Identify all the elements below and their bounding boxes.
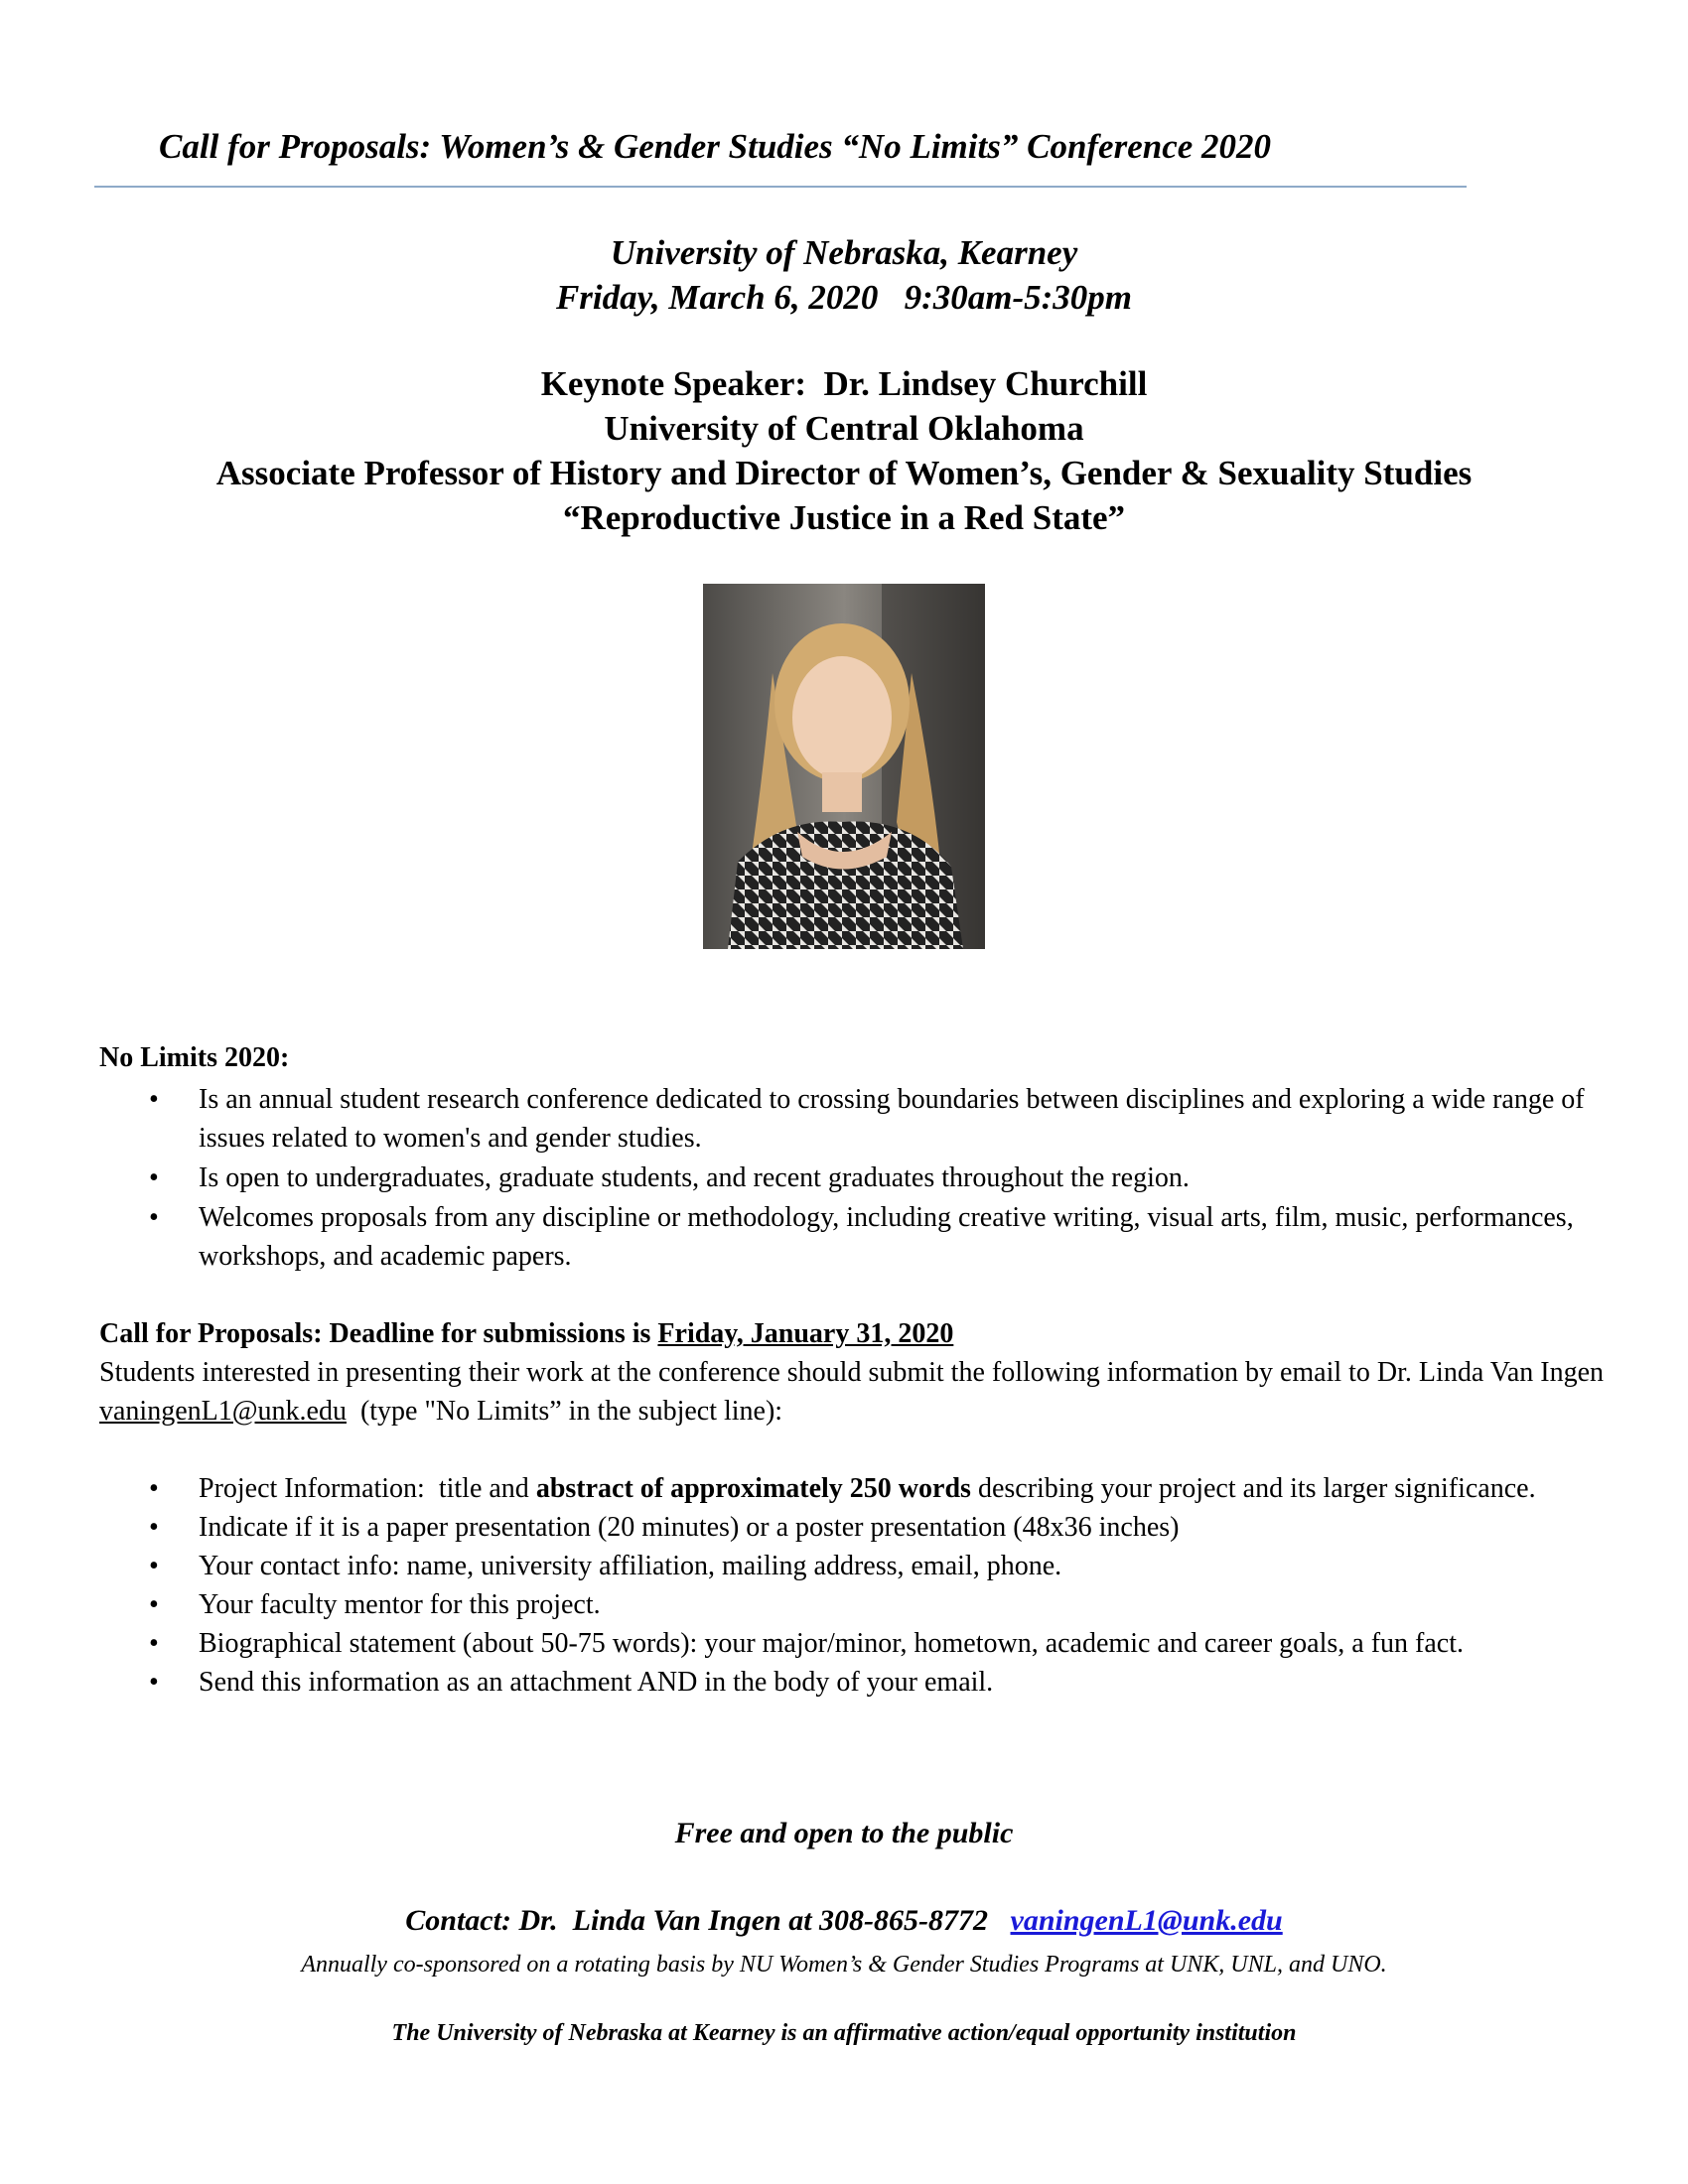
header-divider: [94, 186, 1467, 188]
bullet-icon: •: [149, 1551, 159, 1581]
keynote-talk-title: “Reproductive Justice in a Red State”: [562, 498, 1126, 537]
submission-email-link[interactable]: vaningenL1@unk.edu: [99, 1396, 347, 1427]
flyer-title: Call for Proposals: Women’s & Gender Studies “No Limits” Conference 2020: [159, 127, 1272, 166]
free-admission-note: Free and open to the public: [674, 1817, 1014, 1849]
cfp-intro: Students interested in presenting their work at the conference should submit the following information by email to Dr. Linda Van Ingen vaningenL1@unk.edu (type "No Limits” in the subject line):: [99, 1357, 1618, 1427]
sponsor-note: Annually co-sponsored on a rotating basis by NU Women’s & Gender Studies Programs at UNK, UNL, and UNO.: [301, 1952, 1387, 1978]
keynote-position: Associate Professor of History and Director of Women’s, Gender & Sexuality Studies: [215, 454, 1473, 492]
contact-email-link[interactable]: vaningenL1@unk.edu: [1010, 1904, 1283, 1937]
keynote-block: [0, 361, 1688, 540]
list-item: • Indicate if it is a paper presentation (20 minutes) or a poster presentation (48x36 inches): [99, 1508, 1599, 1547]
list-item: • Is an annual student research conference dedicated to crossing boundaries between disciplines and exploring a wide range of issues related to women's and gender studies.: [99, 1080, 1599, 1158]
bullet-icon: •: [149, 1202, 159, 1233]
bullet-icon: •: [149, 1512, 159, 1543]
speaker-photo: [703, 584, 985, 949]
keynote-speaker: Keynote Speaker: Dr. Lindsey Churchill: [540, 364, 1148, 403]
speaker-portrait-illustration: [703, 584, 985, 949]
event-details: [0, 230, 1688, 320]
bullet-icon: •: [149, 1473, 159, 1504]
list-item: • Project Information: title and abstract of approximately 250 words describing your project and its larger significance.: [99, 1469, 1599, 1508]
cfp-section: [99, 1314, 1618, 1431]
event-datetime: Friday, March 6, 2020 9:30am-5:30pm: [555, 278, 1133, 317]
list-item: • Your faculty mentor for this project.: [99, 1585, 1599, 1624]
no-limits-heading: No Limits 2020:: [99, 1042, 290, 1073]
cfp-heading: [99, 1314, 1609, 1353]
bullet-icon: •: [149, 1084, 159, 1115]
list-item: • Send this information as an attachment AND in the body of your email.: [99, 1663, 1599, 1702]
bullet-icon: •: [149, 1628, 159, 1659]
event-venue: University of Nebraska, Kearney: [610, 233, 1078, 272]
bullet-icon: •: [149, 1667, 159, 1698]
bullet-icon: •: [149, 1162, 159, 1193]
affirmative-action-note: The University of Nebraska at Kearney is an affirmative action/equal opportunity institution: [391, 2020, 1297, 2046]
no-limits-list: [99, 1080, 1599, 1276]
requirements-list: [99, 1469, 1599, 1702]
list-item: • Biographical statement (about 50-75 words): your major/minor, hometown, academic and career goals, a fun fact.: [99, 1624, 1599, 1663]
contact-line: Contact: Dr. Linda Van Ingen at 308-865-8772 vaningenL1@unk.edu: [405, 1904, 1283, 1937]
list-item: • Is open to undergraduates, graduate students, and recent graduates throughout the region.: [99, 1159, 1599, 1197]
bullet-icon: •: [149, 1589, 159, 1620]
list-item: • Your contact info: name, university affiliation, mailing address, email, phone.: [99, 1547, 1599, 1585]
deadline-date: Friday, January 31, 2020: [657, 1318, 954, 1349]
deadline-label: Call for Proposals: Deadline for submissions is: [99, 1318, 658, 1349]
list-item: • Welcomes proposals from any discipline or methodology, including creative writing, visual arts, film, music, performances, workshops, and academic papers.: [99, 1198, 1599, 1276]
keynote-university: University of Central Oklahoma: [604, 409, 1084, 448]
